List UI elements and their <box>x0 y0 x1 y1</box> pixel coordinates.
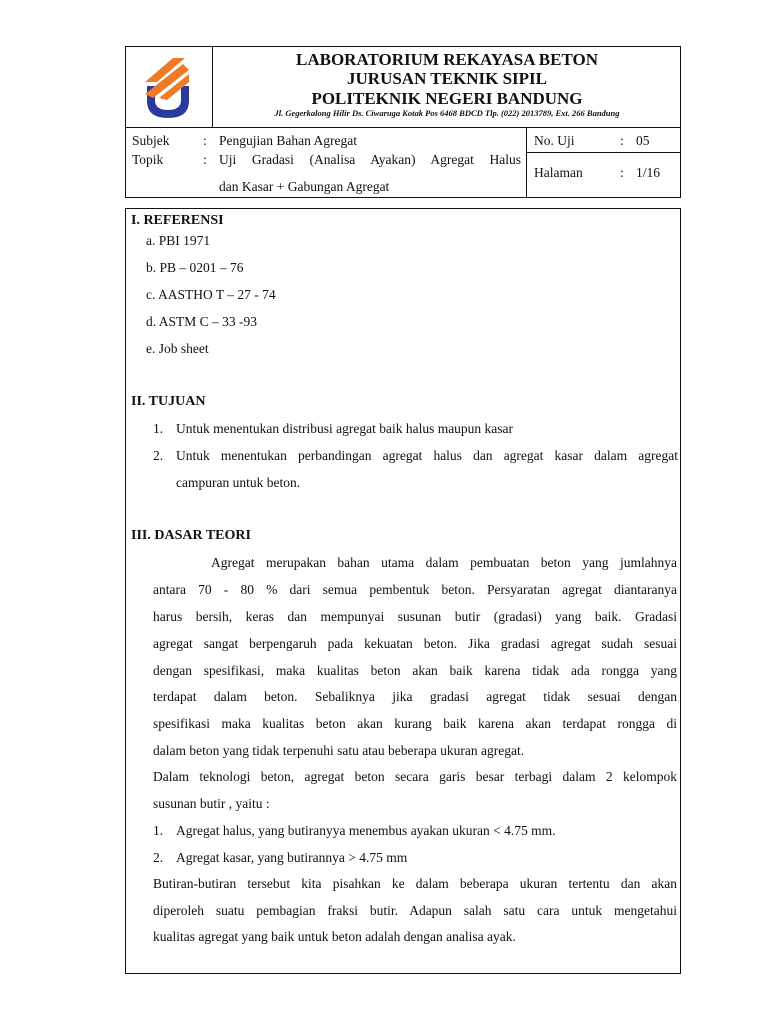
institution-name: POLITEKNIK NEGERI BANDUNG <box>311 89 583 108</box>
paragraph-line: Dalam teknologi beton, agregat beton secara garis besar terbagi dalam 2 kelompok <box>153 769 677 784</box>
no-uji-sep: : <box>620 133 624 148</box>
paragraph-line: kualitas agregat yang baik untuk beton adalah dengan analisa ayak. <box>153 929 516 944</box>
reference-item: a. PBI 1971 <box>146 233 211 248</box>
tujuan-item: Untuk menentukan perbandingan agregat halus dan agregat kasar dalam agregat <box>176 448 678 463</box>
no-uji-label: No. Uji <box>534 133 575 148</box>
info-divider <box>526 128 527 198</box>
reference-item: e. Job sheet <box>146 341 209 356</box>
info-divider <box>526 152 681 153</box>
paragraph-line: agregat sangat berpengaruh pada kekuatan beton. Jika gradasi agregat sudah sesuai <box>153 636 677 651</box>
paragraph-line: spesifikasi maka kualitas beton akan kurang baik karena akan terdapat rongga di <box>153 716 677 731</box>
list-number: 2. <box>153 850 164 865</box>
address-line: Jl. Gegerkalong Hilir Ds. Ciwaruga Kotak Pos 6468 BDCD Tlp. (022) 2013789, Ext. 266 Bandung <box>274 108 620 118</box>
list-number: 2. <box>153 448 164 463</box>
halaman-label: Halaman <box>534 165 583 180</box>
section-heading-dasar-teori: III. DASAR TEORI <box>131 528 251 543</box>
lab-name: LABORATORIUM REKAYASA BETON <box>296 50 598 69</box>
paragraph-line: terdapat dalam beton. Sebaliknya jika gradasi agregat tidak sesuai dengan <box>153 689 677 704</box>
polban-logo-icon <box>125 46 211 126</box>
subjek-value: Pengujian Bahan Agregat <box>219 133 357 148</box>
subjek-sep: : <box>203 133 207 148</box>
reference-item: d. ASTM C – 33 -93 <box>146 314 258 329</box>
halaman-sep: : <box>620 165 624 180</box>
halaman-value: 1/16 <box>636 165 661 180</box>
topik-value-cont: dan Kasar + Gabungan Agregat <box>219 179 390 194</box>
paragraph-line: dengan spesifikasi, maka kualitas beton akan baik karena tidak ada rongga yang <box>153 663 677 678</box>
agregat-type-item: Agregat halus, yang butiranyya menembus ayakan ukuran < 4.75 mm. <box>176 823 556 838</box>
list-number: 1. <box>153 421 164 436</box>
tujuan-item-cont: campuran untuk beton. <box>176 475 301 490</box>
logo-cell <box>125 46 213 128</box>
paragraph-line: Butiran-butiran tersebut kita pisahkan ke dalam beberapa ukuran tertentu dan akan <box>153 876 677 891</box>
paragraph-line: dalam beton yang tidak terpenuhi satu atau beberapa ukuran agregat. <box>153 743 525 758</box>
department-name: JURUSAN TEKNIK SIPIL <box>347 69 547 88</box>
reference-item: b. PB – 0201 – 76 <box>146 260 244 275</box>
topik-label: Topik <box>132 152 164 167</box>
section-heading-tujuan: II. TUJUAN <box>131 394 206 409</box>
list-number: 1. <box>153 823 164 838</box>
agregat-type-item: Agregat kasar, yang butirannya > 4.75 mm <box>176 850 408 865</box>
no-uji-value: 05 <box>636 133 650 148</box>
topik-value: Uji Gradasi (Analisa Ayakan) Agregat Halus <box>219 152 521 167</box>
paragraph-line: antara 70 - 80 % dari semua pembentuk beton. Persyaratan agregat diantaranya <box>153 582 677 597</box>
paragraph-line: Agregat merupakan bahan utama dalam pembuatan beton yang jumlahnya <box>211 555 677 570</box>
subjek-label: Subjek <box>132 133 170 148</box>
tujuan-item: Untuk menentukan distribusi agregat baik halus maupun kasar <box>176 421 514 436</box>
section-heading-referensi: I. REFERENSI <box>131 213 224 228</box>
topik-sep: : <box>203 152 207 167</box>
paragraph-line: harus bersih, keras dan mempunyai susunan butir (gradasi) yang baik. Gradasi <box>153 609 677 624</box>
paragraph-line: diperoleh suatu pembagian fraksi butir. Adapun salah satu cara untuk mengetahui <box>153 903 677 918</box>
reference-item: c. AASTHO T – 27 - 74 <box>146 287 276 302</box>
paragraph-line: susunan butir , yaitu : <box>153 796 270 811</box>
